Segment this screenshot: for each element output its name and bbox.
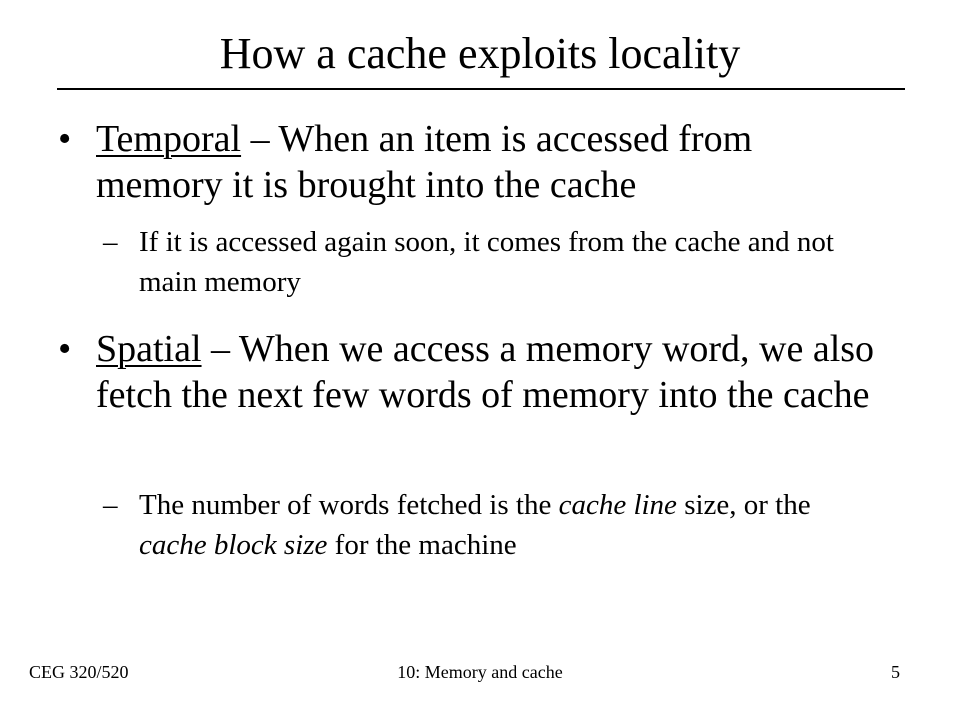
bullet-term-spatial: Spatial: [96, 328, 202, 370]
bullet-term-temporal: Temporal: [96, 118, 242, 160]
sub-bullet-text-temporal: If it is accessed again soon, it comes from the cache and not main memory: [139, 226, 834, 298]
bullet-marker: •: [58, 328, 72, 370]
sub-bullet-temporal: [103, 222, 859, 302]
slide-title: How a cache exploits locality: [219, 29, 741, 78]
term-cache-line: cache line: [558, 489, 677, 521]
bullet-marker: •: [58, 118, 72, 160]
sub-bullet-spatial: [103, 485, 859, 565]
footer-page-number: 5: [891, 662, 900, 682]
sub-bullet-text-part: The number of words fetched is the: [139, 489, 559, 521]
sub-bullet-text-part: for the machine: [327, 529, 517, 561]
sub-bullet-marker: –: [103, 226, 118, 258]
footer-topic: 10: Memory and cache: [397, 662, 563, 682]
footer-course: CEG 320/520: [29, 662, 129, 682]
sub-bullet-marker: –: [103, 489, 118, 521]
bullet-text-temporal: – When an item is accessed from memory it is brought into the cache: [96, 118, 753, 206]
title-divider: [57, 88, 905, 90]
term-cache-block-size: cache block size: [139, 529, 328, 561]
sub-bullet-text-part: size, or the: [676, 489, 811, 521]
bullet-spatial: [58, 326, 916, 418]
bullet-temporal: [58, 116, 866, 208]
bullet-text-spatial: – When we access a memory word, we also fetch the next few words of memory into the cache: [96, 328, 875, 416]
